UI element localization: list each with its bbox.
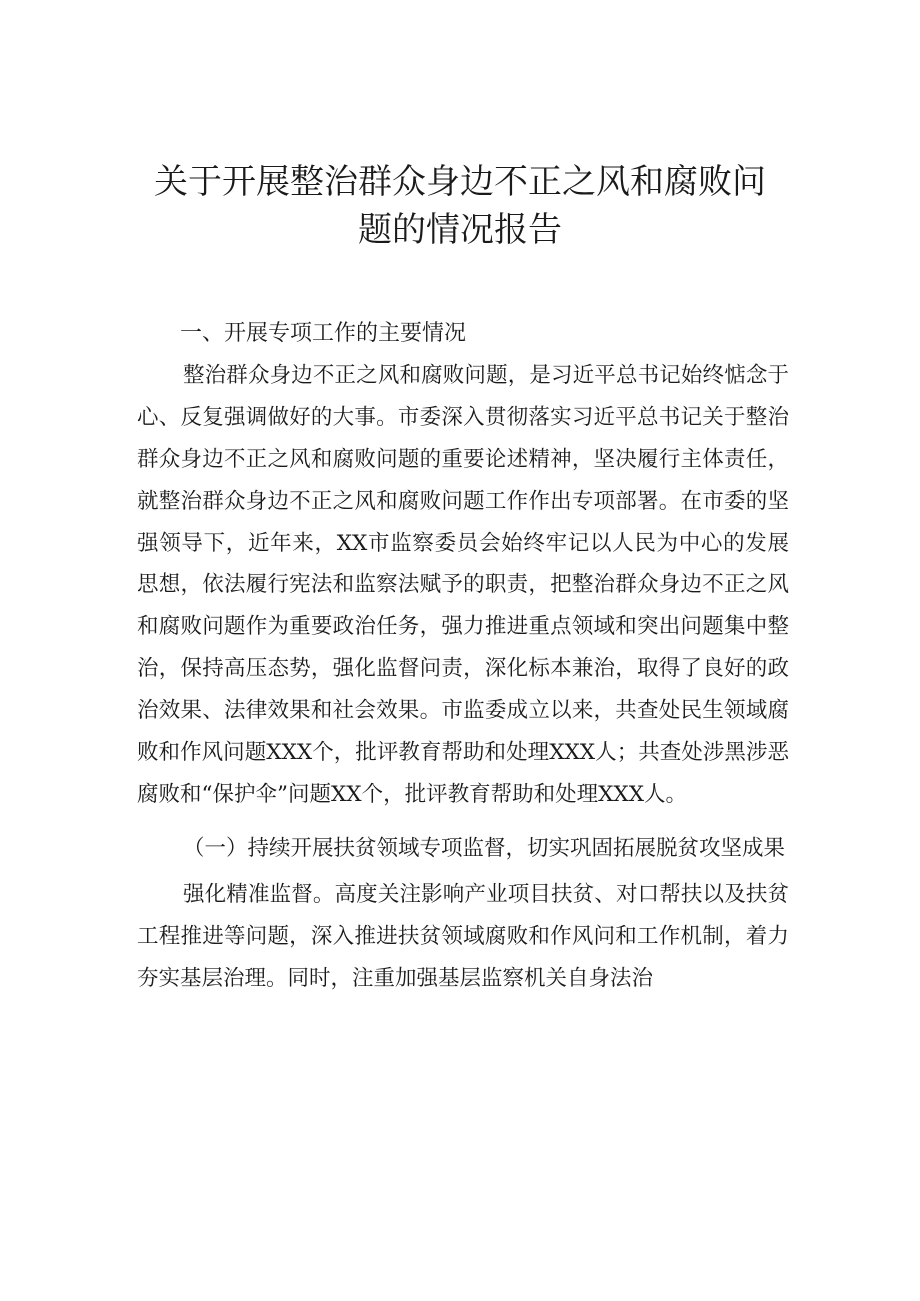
title-line-1: 关于开展整治群众身边不正之风和腐败问 bbox=[154, 162, 766, 202]
section-heading: 一、开展专项工作的主要情况 bbox=[180, 321, 467, 346]
subsection-heading: （一）持续开展扶贫领域专项监督，切实巩固拓展脱贫攻坚成果 bbox=[183, 835, 786, 861]
paragraph: 整治群众身边不正之风和腐败问题，是习近平总书记始终惦念于心、反复强调做好的大事。市委深入贯彻落实习近平总书记关于整治群众身边不正之风和腐败问题的重要论述精神，坚决履行主体责任，就整治群众身边不正之风和腐败问题工作作出专项部署。在市委的坚强领导下，近年来，XX市监察委员会始终牢记以人民为中心的发展思想，依法履行宪法和监察法赋予的职责，把整治群众身边不正之风和腐败问题作为重要政治任务，强力推进重点领域和突出问题集中整治，保持高压态势，强化监督问责，深化标本兼治，取得了良好的政治效果、法律效果和社会效果。市监委成立以来，共查处民生领域腐败和作风问题XXX个，批评教育帮助和处理XXX人；共查处涉黑涉恶腐败和“保护伞”问题XX个，批评教育帮助和处理XXX人。 bbox=[137, 362, 789, 807]
paragraph: 强化精准监督。高度关注影响产业项目扶贫、对口帮扶以及扶贫工程推进等问题，深入推进扶贫领域腐败和作风问和工作机制，着力夯实基层治理。同时，注重加强基层监察机关自身法治 bbox=[137, 881, 789, 991]
document-title bbox=[120, 158, 800, 254]
title-line-2: 题的情况报告 bbox=[358, 210, 562, 250]
document-body bbox=[137, 313, 789, 1000]
